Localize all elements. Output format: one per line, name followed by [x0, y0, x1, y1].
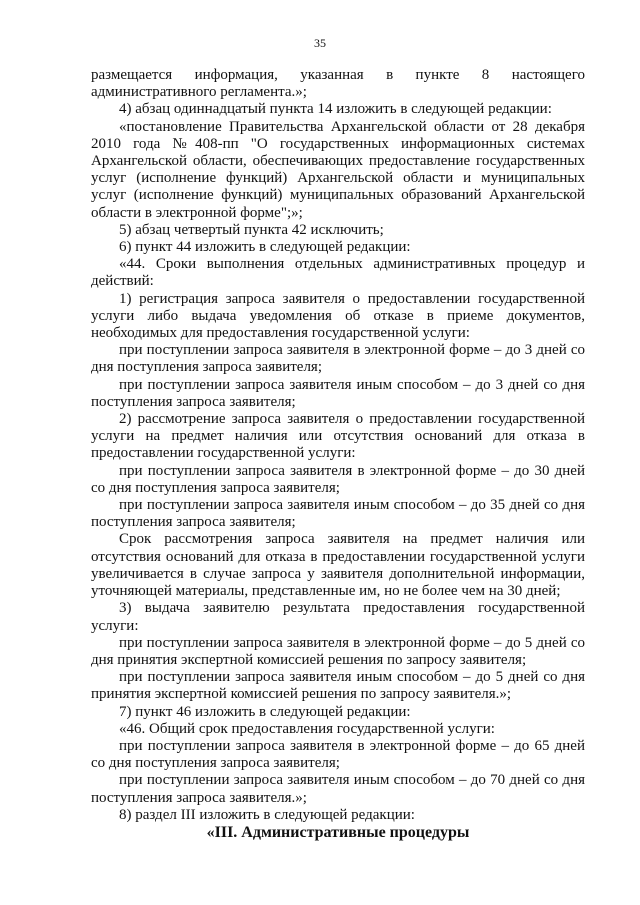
paragraph: Срок рассмотрения запроса заявителя на предмет наличия или отсутствия оснований для отказа в предоставлении государственной услуги увеличивается в случае запроса у заявителя дополнительной информации, уточняющей материалы, представленные им, но не более чем на 30 дней; [91, 531, 585, 600]
paragraph: 5) абзац четвертый пункта 42 исключить; [119, 221, 384, 238]
paragraph: «постановление Правительства Архангельской области от 28 декабря 2010 года №408-пп "О государственных информационных системах Архангельской области, обеспечивающих предоставление государственных услуг (исполнение функций) Архангельской области и муниципальных услуг (исполнение функций) муниципальных образований Архангельской области в электронной форме";»; [91, 118, 585, 221]
paragraph: при поступлении запроса заявителя иным способом – до 70 дней со дня поступления запроса заявителя.»; [91, 772, 585, 806]
paragraph: 4) абзац одиннадцатый пункта 14 изложить в следующей редакции: [119, 101, 552, 118]
section-heading: «III. Административные процедуры [206, 823, 470, 841]
page-number: 35 [314, 36, 326, 50]
paragraph: при поступлении запроса заявителя иным способом – до 35 дней со дня поступления запроса заявителя; [91, 497, 585, 531]
paragraph: 6) пункт 44 изложить в следующей редакции: [119, 239, 411, 256]
paragraph: при поступлении запроса заявителя иным способом – до 5 дней со дня принятия экспертной комиссией решения по запросу заявителя.»; [91, 669, 585, 703]
paragraph: «44. Сроки выполнения отдельных административных процедур и действий: [91, 256, 585, 290]
paragraph: 3) выдача заявителю результата предоставления государственной услуги: [91, 600, 585, 634]
paragraph: 7) пункт 46 изложить в следующей редакции: [119, 703, 411, 720]
paragraph: при поступлении запроса заявителя в электронной форме – до 3 дней со дня поступления запроса заявителя; [91, 342, 585, 376]
paragraph: 2) рассмотрение запроса заявителя о предоставлении государственной услуги на предмет наличия или отсутствия оснований для отказа в предоставлении государственной услуги: [91, 411, 585, 462]
paragraph: при поступлении запроса заявителя в электронной форме – до 5 дней со дня принятия экспертной комиссией решения по запросу заявителя; [91, 634, 585, 668]
paragraph: «46. Общий срок предоставления государственной услуги: [119, 720, 495, 737]
paragraph: при поступлении запроса заявителя иным способом – до 3 дней со дня поступления запроса заявителя; [91, 376, 585, 410]
paragraph: при поступлении запроса заявителя в электронной форме – до 65 дней со дня поступления запроса заявителя; [91, 737, 585, 772]
paragraph: 8) раздел III изложить в следующей редакции: [119, 806, 415, 823]
document-body [91, 67, 585, 842]
paragraph: 1) регистрация запроса заявителя о предоставлении государственной услуги либо выдача уведомления об отказе в приеме документов, необходимых для предоставления государственной услуги: [91, 290, 585, 342]
paragraph: размещается информация, указанная в пункте 8 настоящего административного регламента.»; [91, 67, 585, 101]
paragraph: при поступлении запроса заявителя в электронной форме – до 30 дней со дня поступления запроса заявителя; [91, 462, 585, 496]
